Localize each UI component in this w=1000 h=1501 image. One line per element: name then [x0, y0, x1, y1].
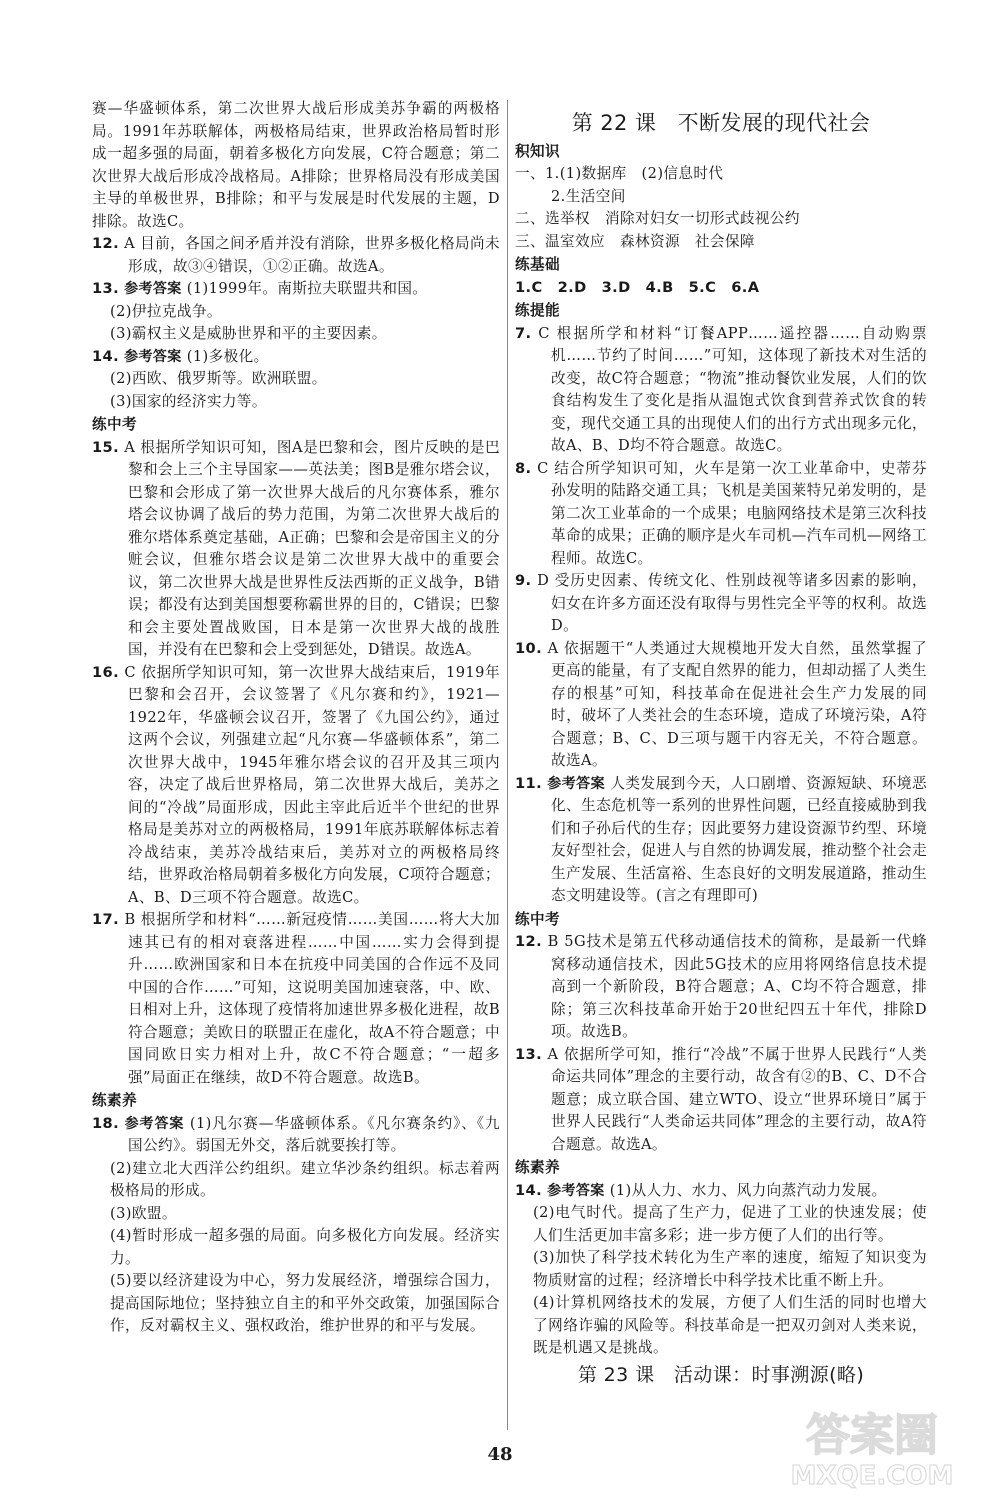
- answer-line: (2)西欧、俄罗斯等。欧洲联盟。: [110, 370, 327, 387]
- section-heading-zhongkao: 练中考: [92, 416, 137, 433]
- question-number: 15.: [92, 438, 120, 456]
- question-10: [515, 638, 927, 773]
- question-12: [515, 931, 927, 1044]
- answer-text: A 依据所学可知，推行“冷战”不属于世界人民践行“人类命运共同体”理念的主要行动，故含有②的B、C、D不合题意；成立联合国、建立WTO、设立“世界环境日”属于世界人民践行“人类命运共同体”理念的主要行动，故A符合题意。故选A。: [547, 1045, 927, 1153]
- answer-label: 参考答案: [124, 281, 182, 297]
- section-heading-jizhishi: 积知识: [515, 142, 560, 160]
- question-14: [515, 1180, 927, 1203]
- answer-label: 参考答案: [124, 348, 182, 365]
- answer-text: (1)多极化。: [186, 347, 269, 365]
- answer-line: (3)欧盟。: [110, 1204, 177, 1222]
- basic-answers: 1.C 2.D 3.D 4.B 5.C 6.A: [515, 278, 760, 296]
- question-number: 10.: [515, 639, 543, 657]
- question-13: [92, 278, 500, 301]
- intro-paragraph: 赛—华盛顿体系，第二次世界大战后形成美苏争霸的两极格局。1991年苏联解体，两极格局结束，世界政治格局暂时形成一超多强的局面，朝着多极化方向发展，C符合题意；第二次世界大战后形成冷战格局。A排除；世界格局没有形成美国主导的单极世界，B排除；和平与发展是时代发展的主题，D排除。故选C。: [92, 100, 500, 230]
- right-column: [515, 112, 927, 1386]
- lesson-23-title: 第 23 课 活动课：时事溯源(略): [577, 1363, 865, 1386]
- answer-text: D 受历史因素、传统文化、性别歧视等诸多因素的影响，妇女在许多方面还没有取得与男性完全平等的权利。故选D。: [537, 572, 927, 634]
- answer-text: C 依据所学知识可知，第一次世界大战结束后，1919年巴黎和会召开，会议签署了《凡尔赛和约》，1921—1922年，华盛顿会议召开，签署了《九国公约》，通过这两个会议，列强建立起“凡尔赛—华盛顿体系”，第二次世界大战中，1945年雅尔塔会议的召开及其三项内容，决定了战后世界格局，第二次世界大战后，美苏之间的“冷战”局面形成，因此主宰此后近半个世纪的世界格局是美苏对立的两极格局，1991年底苏联解体标志着冷战结束，美苏冷战结束后，美苏对立的两极格局终结，世界政治格局朝着多极化方向发展，C项符合题意；A、B、D三项不符合题意。故选C。: [124, 663, 501, 906]
- lesson-22-title: 第 22 课 不断发展的现代社会: [571, 111, 871, 135]
- question-number: 13.: [92, 280, 120, 297]
- watermark-logo: [762, 1392, 982, 1492]
- question-number: 18.: [92, 1114, 120, 1132]
- answer-line: (2)伊拉克战争。: [110, 302, 222, 320]
- knowledge-line: 2.生活空间: [551, 187, 626, 205]
- answer-text: (1)凡尔赛—华盛顿体系。《凡尔赛条约》、《九国公约》。弱国无外交，落后就要挨打等。: [128, 1114, 500, 1154]
- question-number: 12.: [92, 235, 120, 252]
- page-number: 48: [487, 1444, 513, 1465]
- answer-line: (3)国家的经济实力等。: [110, 392, 267, 410]
- answer-label: 参考答案: [547, 775, 606, 792]
- question-number: 8.: [515, 459, 532, 477]
- question-number: 17.: [92, 911, 120, 928]
- question-16: [92, 662, 500, 910]
- column-divider: [507, 100, 508, 1430]
- question-number: 7.: [515, 324, 532, 342]
- question-17: [92, 909, 500, 1089]
- answer-label: 参考答案: [124, 1115, 185, 1132]
- answer-label: 参考答案: [547, 1182, 605, 1199]
- answer-text: C 根据所学和材料“订餐APP……遥控器……自动购票机……节约了时间……”可知，这体现了新技术对生活的改变，故C符合题意；“物流”推动餐饮业发展，人们的饮食结构发生了变化是指从温饱式饮食到营养式饮食的转变，现代交通工具的出现使人们的出行方式出现多元化，故A、B、D均不符合题意。故选C。: [538, 324, 927, 454]
- question-number: 14.: [92, 347, 120, 365]
- question-number: 12.: [515, 933, 543, 950]
- question-7: [515, 323, 927, 458]
- question-15: [92, 437, 500, 662]
- answer-line: (5)要以经济建设为中心，努力发展经济，增强综合国力，提高国际地位；坚持独立自主的和平外交政策，加强国际合作，反对霸权主义、强权政治，维护世界的和平与发展。: [110, 1272, 500, 1334]
- knowledge-line: 二、选举权 消除对妇女一切形式歧视公约: [515, 210, 800, 227]
- answer-text: 人类发展到今天，人口剧增、资源短缺、环境恶化、生态危机等一系列的世界性问题，已经直接威胁到我们和子孙后代的生存；因此要努力建设资源节约型、环境友好型社会，促进人与自然的协调发展，推动整个社会走生产发展、生活富裕、生态良好的文明发展道路，推动生态文明建设等。(言之有理即可): [551, 774, 927, 904]
- section-heading-suyang: 练素养: [92, 1092, 137, 1109]
- question-14: [92, 346, 500, 369]
- answer-text: (1)从人力、水力、风力向蒸汽动力发展。: [609, 1181, 887, 1199]
- question-number: 13.: [515, 1045, 543, 1063]
- knowledge-line: 三、温室效应 森林资源 社会保障: [515, 232, 755, 250]
- answer-line: (4)暂时形成一超多强的局面。向多极化方向发展。经济实力。: [110, 1227, 500, 1267]
- question-number: 11.: [515, 774, 543, 792]
- knowledge-line: 一、1.(1)数据库 (2)信息时代: [515, 165, 724, 182]
- question-8: [515, 458, 927, 571]
- answer-text: B 5G技术是第五代移动通信技术的简称，是最新一代蜂窝移动通信技术，因此5G技术的应用将网络信息技术提高到一个新阶段，B符合题意；A、C均不符合题意，排除；第三次科技革命开始于20世纪四五十年代，排除D项。故选B。: [547, 933, 927, 1040]
- answer-text: B 根据所学和材料“……新冠疫情……美国……将大大加速其已有的相对衰落进程……中国……实力会得到提升……欧洲国家和日本在抗疫中同美国的合作远不及同中国的合作……”可知，这说明美国加速衰落，中、欧、日相对上升，这体现了疫情将加速世界多极化进程，故B符合题意；美欧日的联盟正在虚化，故A不符合题意；中国同欧日实力相对上升，故C不符合题意；“一超多强”局面正在继续，故D不符合题意。故选B。: [124, 911, 500, 1086]
- question-12: [92, 233, 500, 278]
- answer-text: A 目前，各国之间矛盾并没有消除，世界多极化格局尚未形成，故③④错误，①②正确。故选A。: [124, 235, 500, 275]
- answer-text: (1)1999年。南斯拉夫联盟共和国。: [186, 280, 428, 297]
- question-number: 16.: [92, 663, 120, 681]
- left-column: [92, 98, 500, 1338]
- answer-line: (3)加快了科学技术转化为生产率的速度，缩短了知识变为物质财富的过程；经济增长中科学技术比重不断上升。: [533, 1249, 927, 1289]
- section-heading-tineng: 练提能: [515, 302, 560, 319]
- answer-line: (2)电气时代。提高了生产力，促进了工业的快速发展；使人们生活更加丰富多彩；进一步方便了人们的出行等。: [533, 1204, 927, 1244]
- watermark-text: 答案圈: [806, 1410, 938, 1461]
- section-heading-suyang: 练素养: [515, 1159, 560, 1176]
- answer-line: (3)霸权主义是威胁世界和平的主要因素。: [110, 325, 387, 342]
- question-number: 14.: [515, 1181, 543, 1199]
- question-18: [92, 1113, 500, 1158]
- question-13: [515, 1044, 927, 1157]
- answer-text: C 结合所学知识可知，火车是第一次工业革命中，史蒂芬孙发明的陆路交通工具；飞机是美国莱特兄弟发明的，是第二次工业革命的一个成果；电脑网络技术是第三次科技革命的成果；正确的顺序是火车司机—汽车司机—网络工程师。故选C。: [537, 459, 927, 567]
- question-number: 9.: [515, 572, 532, 589]
- answer-line: (2)建立北大西洋公约组织。建立华沙条约组织。标志着两极格局的形成。: [110, 1159, 500, 1199]
- section-heading-jichu: 练基础: [515, 256, 560, 273]
- watermark-url: MXQE.COM: [790, 1461, 954, 1491]
- answer-line: (4)计算机网络技术的发展，方便了人们生活的同时也增大了网络诈骗的风险等。科技革命是一把双刃剑对人类来说，既是机遇又是挑战。: [533, 1294, 927, 1356]
- question-9: [515, 570, 927, 638]
- question-11: [515, 773, 927, 908]
- answer-text: A 根据所学知识可知，图A是巴黎和会，图片反映的是巴黎和会上三个主导国家——英法美；图B是雅尔塔会议，巴黎和会形成了第一次世界大战后的凡尔赛体系，雅尔塔会议协调了战后的势力范围，为第二次世界大战后的雅尔塔体系奠定基础，A正确；巴黎和会是帝国主义的分赃会议，但雅尔塔会议是第二次世界大战中的重要会议，第二次世界大战是世界性反法西斯的正义战争，B错误；都没有达到美国想要称霸世界的目的，C错误；巴黎和会主要处置战败国，日本是第一次世界大战的战胜国，并没有在巴黎和会上受到惩处，D错误。故选A。: [124, 438, 501, 658]
- section-heading-zhongkao: 练中考: [515, 910, 560, 928]
- answer-text: A 依据题干“人类通过大规模地开发大自然，虽然掌握了更高的能量，有了支配自然界的能力，但却动摇了人类生存的根基”可知，科技革命在促进社会生产力发展的同时，破坏了人类社会的生态环境，造成了环境污染，A符合题意；B、C、D三项与题干内容无关，不符合题意。故选A。: [547, 639, 927, 769]
